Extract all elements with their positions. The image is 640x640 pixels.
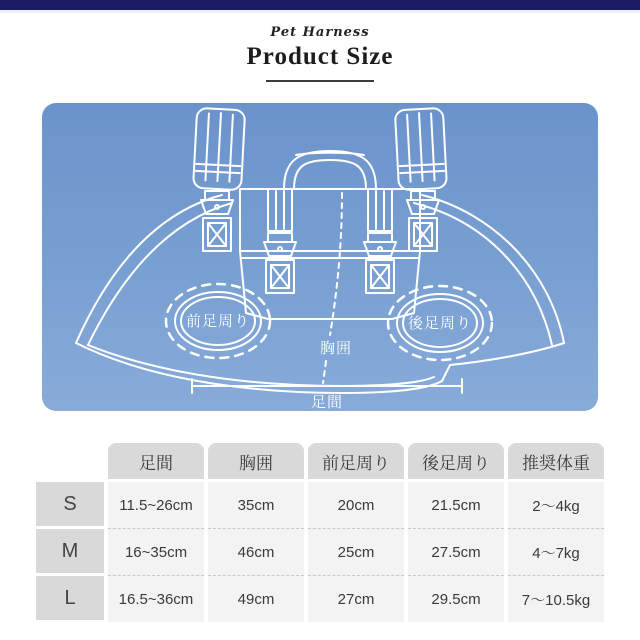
size-row-label: M [36,529,104,573]
rear-leg-label: 後足周り [407,315,473,332]
column-rear-leg [408,443,504,622]
rear-leg-ellipse [388,286,492,360]
table-cell: 25cm [308,528,404,575]
harness-line-drawing [42,103,598,411]
column-weight [508,443,604,622]
column-header: 後足周り [408,443,504,479]
column-front-leg [308,443,404,622]
size-label-column [36,443,104,622]
right-shoulder-strap [395,108,447,190]
left-inner-buckle-icon [264,233,296,293]
table-cell: 21.5cm [408,482,504,528]
table-cell: 20cm [308,482,404,528]
table-cell: 11.5~26cm [108,482,204,528]
column-leg-span [108,443,204,622]
column-body [208,482,304,622]
size-table [36,443,604,622]
title-underline [266,80,374,82]
column-body [308,482,404,622]
column-header: 足間 [108,443,204,479]
column-header: 胸囲 [208,443,304,479]
chest-label: 胸囲 [319,340,353,357]
table-cell: 49cm [208,575,304,622]
left-outer-buckle-icon [201,191,233,251]
top-navy-bar [0,0,640,10]
bag-front-straps [268,189,392,231]
table-cell: 16~35cm [108,528,204,575]
top-bar-underline [0,10,640,13]
table-cell: 29.5cm [408,575,504,622]
table-cell: 16.5~36cm [108,575,204,622]
column-header: 前足周り [308,443,404,479]
front-leg-label: 前足周り [185,313,251,330]
table-cell: 7〜10.5kg [508,575,604,622]
column-body [108,482,204,622]
table-cell: 46cm [208,528,304,575]
brand-script-text: Pet Harness [270,25,370,40]
column-header: 推奨体重 [508,443,604,479]
page-title: Product Size [246,43,394,70]
column-body [508,482,604,622]
front-leg-ellipse [166,284,270,358]
leg-span-label: 足間 [310,394,344,411]
table-cell: 2〜4kg [508,482,604,528]
carry-handle [284,151,376,189]
size-row-label: L [36,576,104,620]
table-cell: 27cm [308,575,404,622]
harness-diagram-panel [42,103,598,411]
size-label-spacer [36,443,104,482]
table-cell: 35cm [208,482,304,528]
size-row-label: S [36,482,104,526]
column-chest [208,443,304,622]
table-cell: 27.5cm [408,528,504,575]
right-outer-buckle-icon [407,191,439,251]
right-inner-buckle-icon [364,233,396,293]
left-shoulder-strap [193,108,245,190]
table-cell: 4〜7kg [508,528,604,575]
column-body [408,482,504,622]
